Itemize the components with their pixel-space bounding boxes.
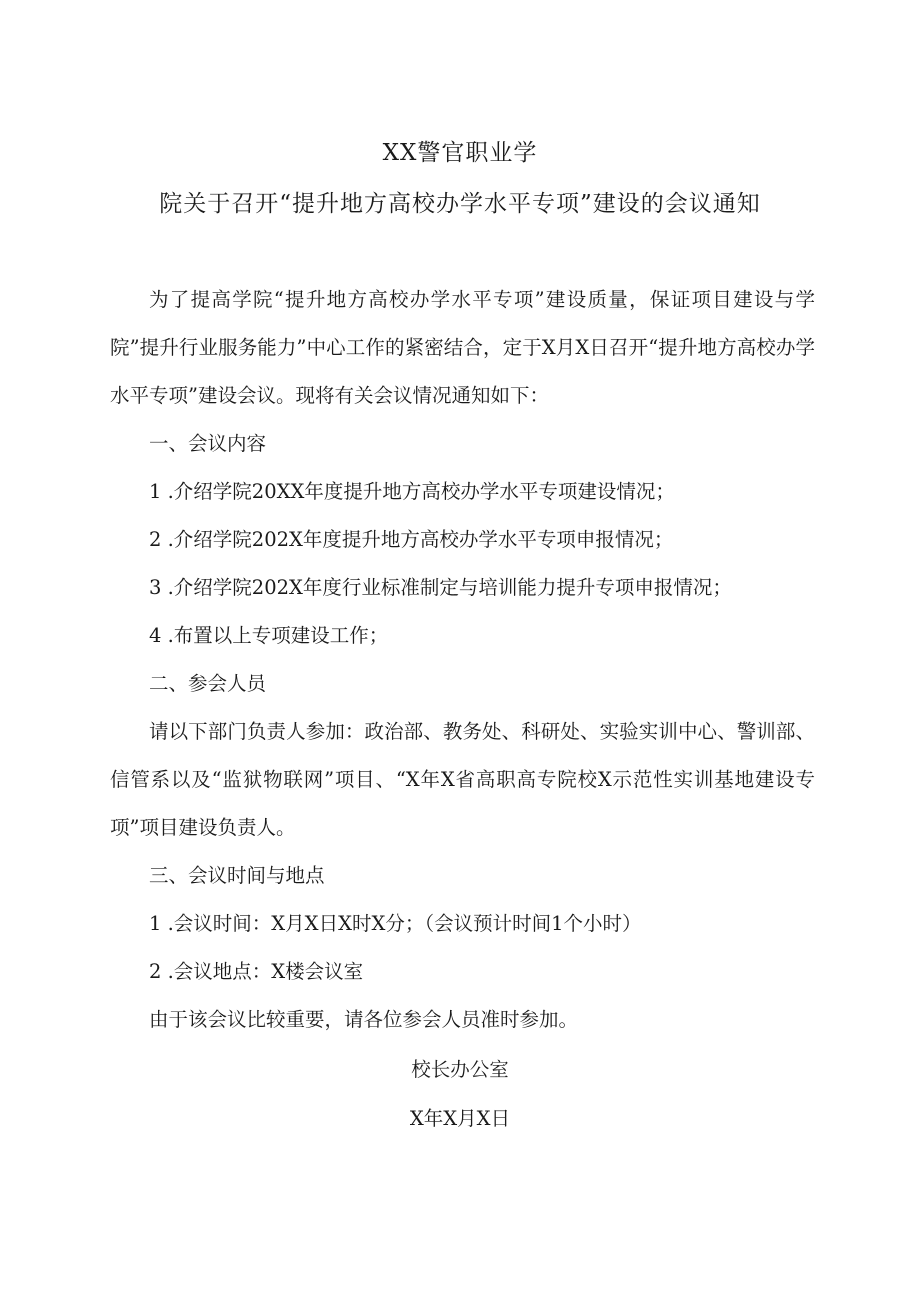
- section1-item-3: 3 .介绍学院202X年度行业标准制定与培训能力提升专项申报情况；: [149, 576, 732, 599]
- section1-item-2: 2 .介绍学院202X年度提升地方高校办学水平专项申报情况；: [149, 528, 674, 551]
- signature-date: X年X月X日: [409, 1107, 511, 1130]
- section3-item-2: 2 .会议地点：X楼会议室: [149, 960, 364, 983]
- section2-heading: 二、参会人员: [149, 672, 267, 695]
- section1-item-1: 1 .介绍学院20XX年度提升地方高校办学水平专项建设情况；: [149, 480, 675, 503]
- closing-paragraph: 由于该会议比较重要，请各位参会人员准时参加。: [149, 1008, 579, 1031]
- section1-heading: 一、会议内容: [149, 432, 267, 455]
- intro-paragraph: 为了提高学院“提升地方高校办学水平专项”建设质量，保证项目建设与学院”提升行业服务能力”中心工作的紧密结合，定于X月X日召开“提升地方高校办学水平专项”建设会议。现将有关会议情况通知如下：: [110, 288, 815, 407]
- document-title-line1: XX警官职业学: [382, 140, 538, 166]
- section3-heading: 三、会议时间与地点: [149, 864, 325, 887]
- document-title-line2: 院关于召开“提升地方高校办学水平专项”建设的会议通知: [159, 191, 761, 217]
- document-body: [110, 276, 815, 1044]
- section1-item-4: 4 .布置以上专项建设工作；: [149, 624, 389, 647]
- section2-paragraph: 请以下部门负责人参加：政治部、教务处、科研处、实验实训中心、警训部、信管系以及“监狱物联网”项目、“X年X省高职高专院校X示范性实训基地建设专项”项目建设负责人。: [110, 720, 815, 839]
- section3-item-1: 1 .会议时间：X月X日X时X分；（会议预计时间1个小时）: [149, 912, 642, 935]
- signature-office: 校长办公室: [411, 1058, 509, 1081]
